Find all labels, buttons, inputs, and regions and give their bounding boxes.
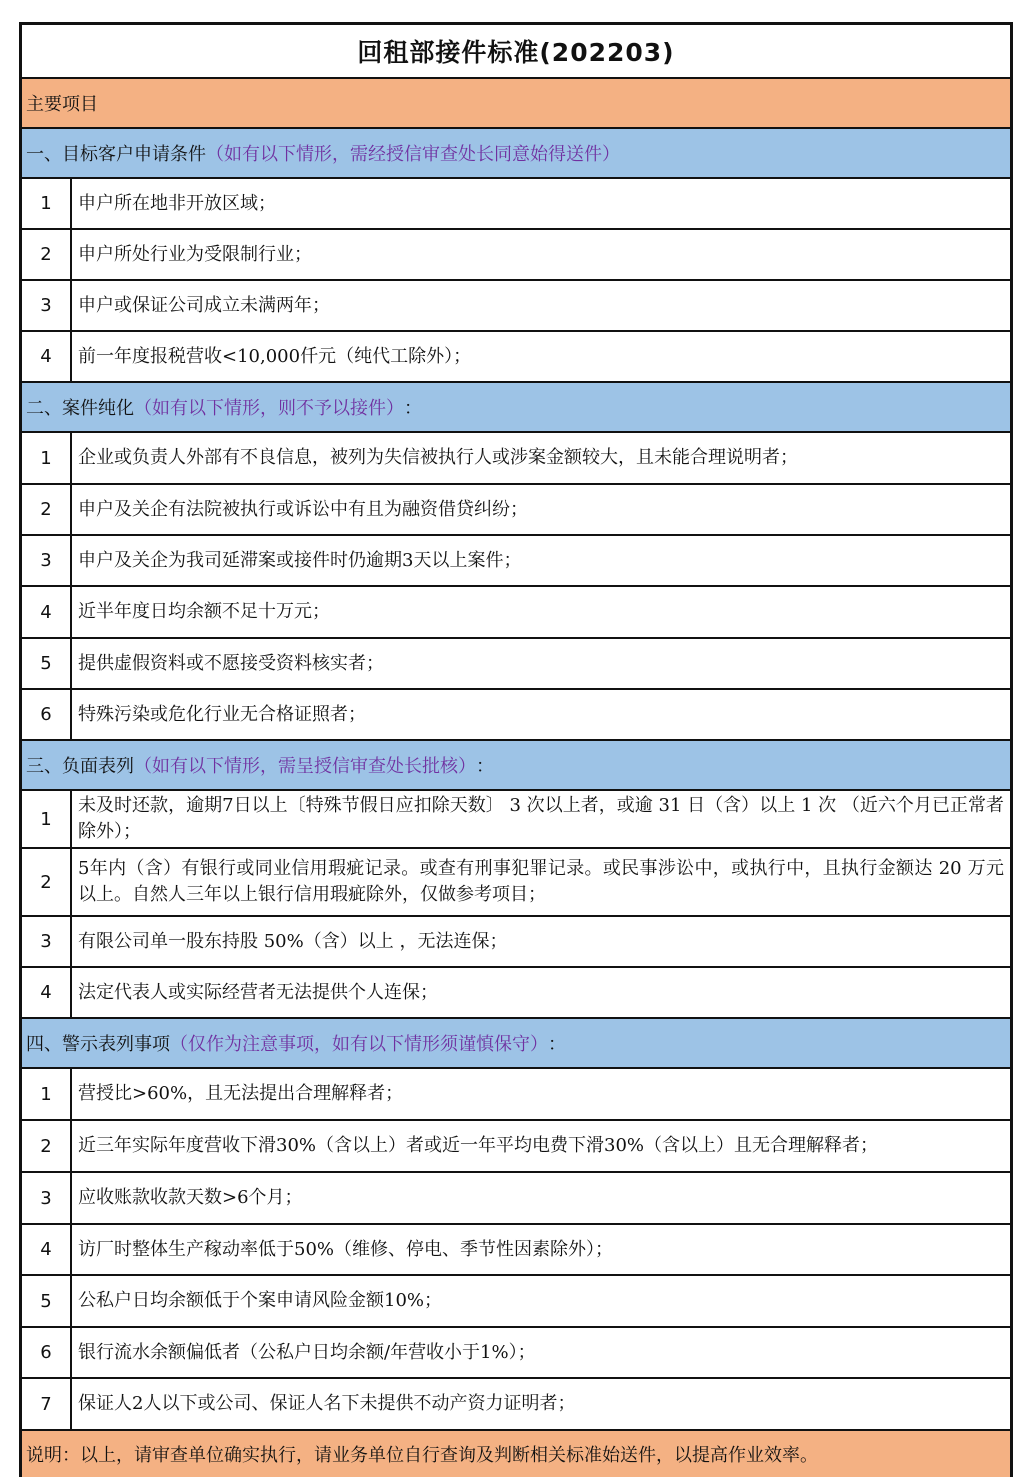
row-number: 4: [22, 1225, 72, 1274]
table-row: [22, 849, 1010, 917]
table-row: [22, 1379, 1010, 1431]
table-row: [22, 179, 1010, 230]
row-text: 访厂时整体生产稼动率低于50%（维修、停电、季节性因素除外）；: [78, 1238, 614, 1260]
section-suffix: ：: [404, 398, 422, 419]
section-heading: 四、警示表列事项: [26, 1034, 170, 1055]
row-number: 3: [22, 917, 72, 966]
row-text: 申户及关企为我司延滞案或接件时仍逾期3天以上案件；: [78, 549, 522, 571]
row-number: 1: [22, 433, 72, 483]
section-heading: 一、目标客户申请条件: [26, 144, 206, 165]
table-row: [22, 485, 1010, 536]
row-number: 7: [22, 1379, 72, 1429]
table-row: [22, 690, 1010, 741]
row-number: 1: [22, 791, 72, 847]
main-header: 主要项目: [22, 79, 1010, 129]
row-text: 5年内（含）有银行或同业信用瑕疵记录。或查有刑事犯罪记录。或民事涉讼中，或执行中，且执行金额达 20 万元以上。自然人三年以上银行信用瑕疵除外，仅做参考项目；: [78, 858, 1004, 905]
table-row: [22, 1225, 1010, 1276]
row-number: 4: [22, 332, 72, 381]
section-heading: 三、负面表列: [26, 756, 134, 777]
row-number: 4: [22, 968, 72, 1017]
row-text: 有限公司单一股东持股 50%（含）以上 ，无法连保；: [78, 930, 508, 952]
row-number: 2: [22, 849, 72, 915]
row-number: 5: [22, 1276, 72, 1326]
section-note: （如有以下情形，则不予以接件）: [134, 398, 404, 419]
section-note: （如有以下情形，需呈授信审查处长批核）: [134, 756, 476, 777]
row-number: 3: [22, 281, 72, 330]
table-row: [22, 1276, 1010, 1328]
table-row: [22, 639, 1010, 690]
table-row: [22, 1173, 1010, 1225]
table-row: [22, 230, 1010, 281]
row-text: 未及时还款，逾期7日以上〔特殊节假日应扣除天数〕 3 次以上者，或逾 31 日（含）以上 1 次 （近六个月已正常者除外）；: [78, 795, 1004, 842]
row-number: 2: [22, 230, 72, 279]
section-header: [22, 129, 1010, 179]
table-row: [22, 587, 1010, 639]
section-heading: 二、案件纯化: [26, 398, 134, 419]
table-row: [22, 1121, 1010, 1173]
footer-note: 说明：以上，请审查单位确实执行，请业务单位自行查询及判断相关标准始送件，以提高作业效率。: [22, 1431, 1010, 1477]
table-row: [22, 917, 1010, 968]
table-row: [22, 1328, 1010, 1379]
row-text: 申户或保证公司成立未满两年；: [78, 294, 330, 316]
row-number: 1: [22, 1069, 72, 1119]
row-number: 4: [22, 587, 72, 637]
row-number: 5: [22, 639, 72, 688]
criteria-table: [19, 22, 1013, 1477]
section-suffix: ：: [476, 756, 494, 777]
row-text: 申户及关企有法院被执行或诉讼中有且为融资借贷纠纷；: [78, 498, 528, 520]
row-number: 3: [22, 1173, 72, 1223]
section-note: （仅作为注意事项，如有以下情形须谨慎保守）: [170, 1034, 548, 1055]
section-header: [22, 741, 1010, 791]
table-row: [22, 791, 1010, 849]
row-text: 前一年度报税营收<10,000仟元（纯代工除外）；: [78, 345, 472, 367]
row-number: 3: [22, 536, 72, 585]
row-number: 2: [22, 485, 72, 534]
row-text: 公私户日均余额低于个案申请风险金额10%；: [78, 1290, 443, 1311]
table-row: [22, 536, 1010, 587]
section-suffix: ：: [548, 1034, 566, 1055]
row-text: 特殊污染或危化行业无合格证照者；: [78, 703, 366, 725]
row-text: 申户所处行业为受限制行业；: [78, 243, 312, 265]
table-row: [22, 1069, 1010, 1121]
row-text: 申户所在地非开放区域；: [78, 192, 276, 214]
section-note: （如有以下情形，需经授信审查处长同意始得送件）: [206, 144, 620, 165]
row-text: 应收账款收款天数>6个月；: [78, 1187, 303, 1208]
row-text: 保证人2人以下或公司、保证人名下未提供不动产资力证明者；: [78, 1393, 576, 1414]
row-number: 6: [22, 690, 72, 739]
row-text: 营授比>60%，且无法提出合理解释者；: [78, 1083, 404, 1104]
section-header: [22, 1019, 1010, 1069]
section-header: [22, 383, 1010, 433]
row-number: 1: [22, 179, 72, 228]
row-number: 2: [22, 1121, 72, 1171]
table-row: [22, 281, 1010, 332]
table-row: [22, 968, 1010, 1019]
row-number: 6: [22, 1328, 72, 1377]
row-text: 近半年度日均余额不足十万元；: [78, 601, 330, 622]
row-text: 法定代表人或实际经营者无法提供个人连保；: [78, 981, 438, 1003]
table-title: 回租部接件标准(202203): [22, 25, 1010, 79]
table-row: [22, 332, 1010, 383]
row-text: 银行流水余额偏低者（公私户日均余额/年营收小于1%）；: [78, 1341, 536, 1363]
table-row: [22, 433, 1010, 485]
row-text: 企业或负责人外部有不良信息，被列为失信被执行人或涉案金额较大，且未能合理说明者；: [78, 447, 798, 468]
row-text: 近三年实际年度营收下滑30%（含以上）者或近一年平均电费下滑30%（含以上）且无合理解释者；: [78, 1135, 879, 1156]
row-text: 提供虚假资料或不愿接受资料核实者；: [78, 652, 384, 674]
